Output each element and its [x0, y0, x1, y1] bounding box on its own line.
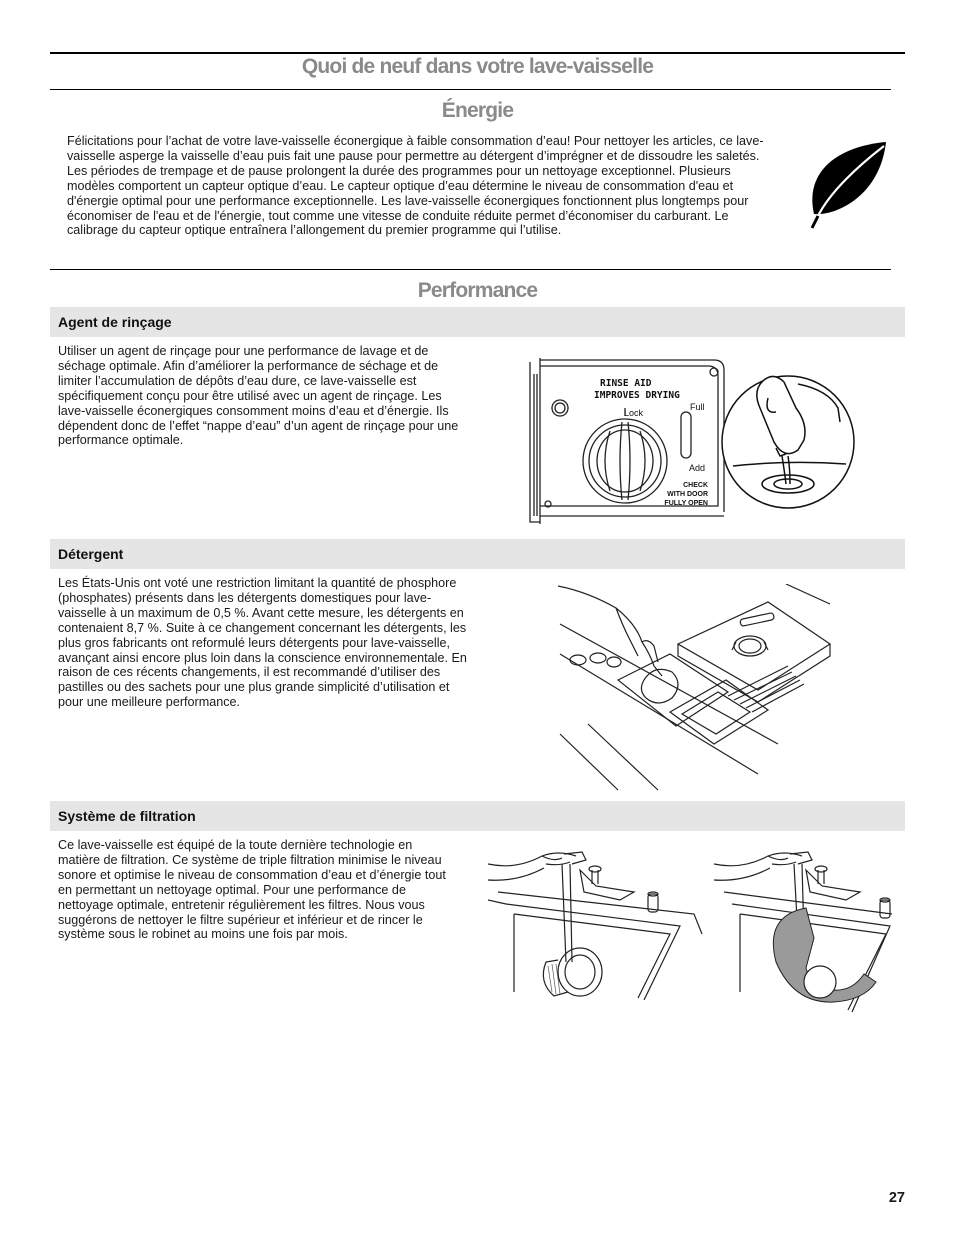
section-band-filtration [50, 801, 905, 831]
detergent-paragraph: Les États-Unis ont voté une restriction limitant la quantité de phosphore (phosphates) présents dans les détergents domestiques pour lave-vaisselle à un maximum de 0,5 %. Avant cette mesure, les détergents en contenaient 8,7 %. Suite à ce changement concernant les détergents, les plus gros fabricants ont reformulé leurs détergents pour lave-vaisselle, avançant ainsi encore plus loin dans la conscience environnementale. En raison de ces récents changements, il est recommandé d’utiliser des pastilles ou des sachets pour une plus grande simplicité d’utilisation et pour une meilleure performance. [58, 576, 467, 710]
page-title: Quoi de neuf dans votre lave-vaisselle [301, 55, 654, 78]
page-number: 27 [888, 1190, 905, 1206]
rinse-aid-paragraph: Utiliser un agent de rinçage pour une performance de lavage et de séchage optimale. Afin d’améliorer la performance de séchage et de limiter l’accumulation de dépôts d’eau dure, ce lave-vaisselle est spécifiquement conçu pour être utilisé avec un agent de rinçage. Les lave-vaisselle éconergiques consomment moins d’eau et d’énergie. Ils dépendent donc de l’effet “nappe d’eau” d’un agent de rinçage pour une performance optimale. [58, 344, 459, 448]
section-band-rinse-aid [50, 307, 905, 337]
energie-heading: Énergie [441, 99, 514, 122]
improves-drying-label: IMPROVES DRYING [594, 390, 680, 401]
lower-filter-rinse-illustration [714, 842, 894, 1014]
upper-filter-rinse-illustration [488, 842, 704, 1000]
section-heading-filtration: Système de filtration [58, 808, 196, 824]
filtration-paragraph: Ce lave-vaisselle est équipé de la toute dernière technologie en matière de filtration. Ce système de triple filtration minimise le niveau sonore et optimise le niveau de consommation d’eau et d’énergie tout en permettant un nettoyage optimal. Pour une performance de nettoyage optimale, entretenir régulièrement les filtres. Nous vous suggérons de nettoyer le filtre supérieur et inférieur et de rincer le système sous le robinet au moins une fois par mois. [58, 838, 446, 942]
energie-divider [50, 269, 891, 270]
top-rule [50, 52, 905, 54]
performance-heading: Performance [417, 279, 538, 302]
lock-label: Lock [624, 408, 644, 418]
rinse-aid-label: RINSE AID [600, 378, 652, 389]
rinse-aid-dispenser-illustration [528, 356, 856, 526]
energie-paragraph: Félicitations pour l’achat de votre lave-vaisselle éconergique à faible consommation d’eau! Pour nettoyer les articles, ce lave-vaisselle asperge la vaisselle d’eau puis fait une pause pour permettre au détergent d’imprégner et de dissoudre les saletés. Les périodes de trempage et de pause prolongent la durée des programmes pour un nettoyage exceptionnel. Plusieurs modèles comportent un capteur optique d’eau. Le capteur optique d’eau détermine le niveau de consommation d'eau et d'énergie optimal pour une performance exceptionnelle. Les lave-vaisselle éconergiques fonctionnent plus longtemps pour économiser de l'eau et de l'énergie, tout comme une vitesse de conduite réduite permet d’économiser du carburant. Le calibrage du capteur optique entraînera l’allongement du premier programme qui l’utilise. [67, 134, 764, 238]
section-band-detergent [50, 539, 905, 569]
fully-open-label: FULLY OPEN [664, 500, 708, 507]
detergent-dispenser-illustration [558, 584, 834, 792]
with-door-label: WITH DOOR [667, 491, 708, 498]
add-label: Add [689, 463, 706, 473]
section-heading-detergent: Détergent [58, 546, 124, 562]
check-label: CHECK [683, 482, 708, 489]
leaf-icon [800, 140, 890, 230]
full-label: Full [690, 402, 705, 412]
section-heading-rinse-aid: Agent de rinçage [58, 314, 172, 330]
title-divider [50, 89, 891, 90]
